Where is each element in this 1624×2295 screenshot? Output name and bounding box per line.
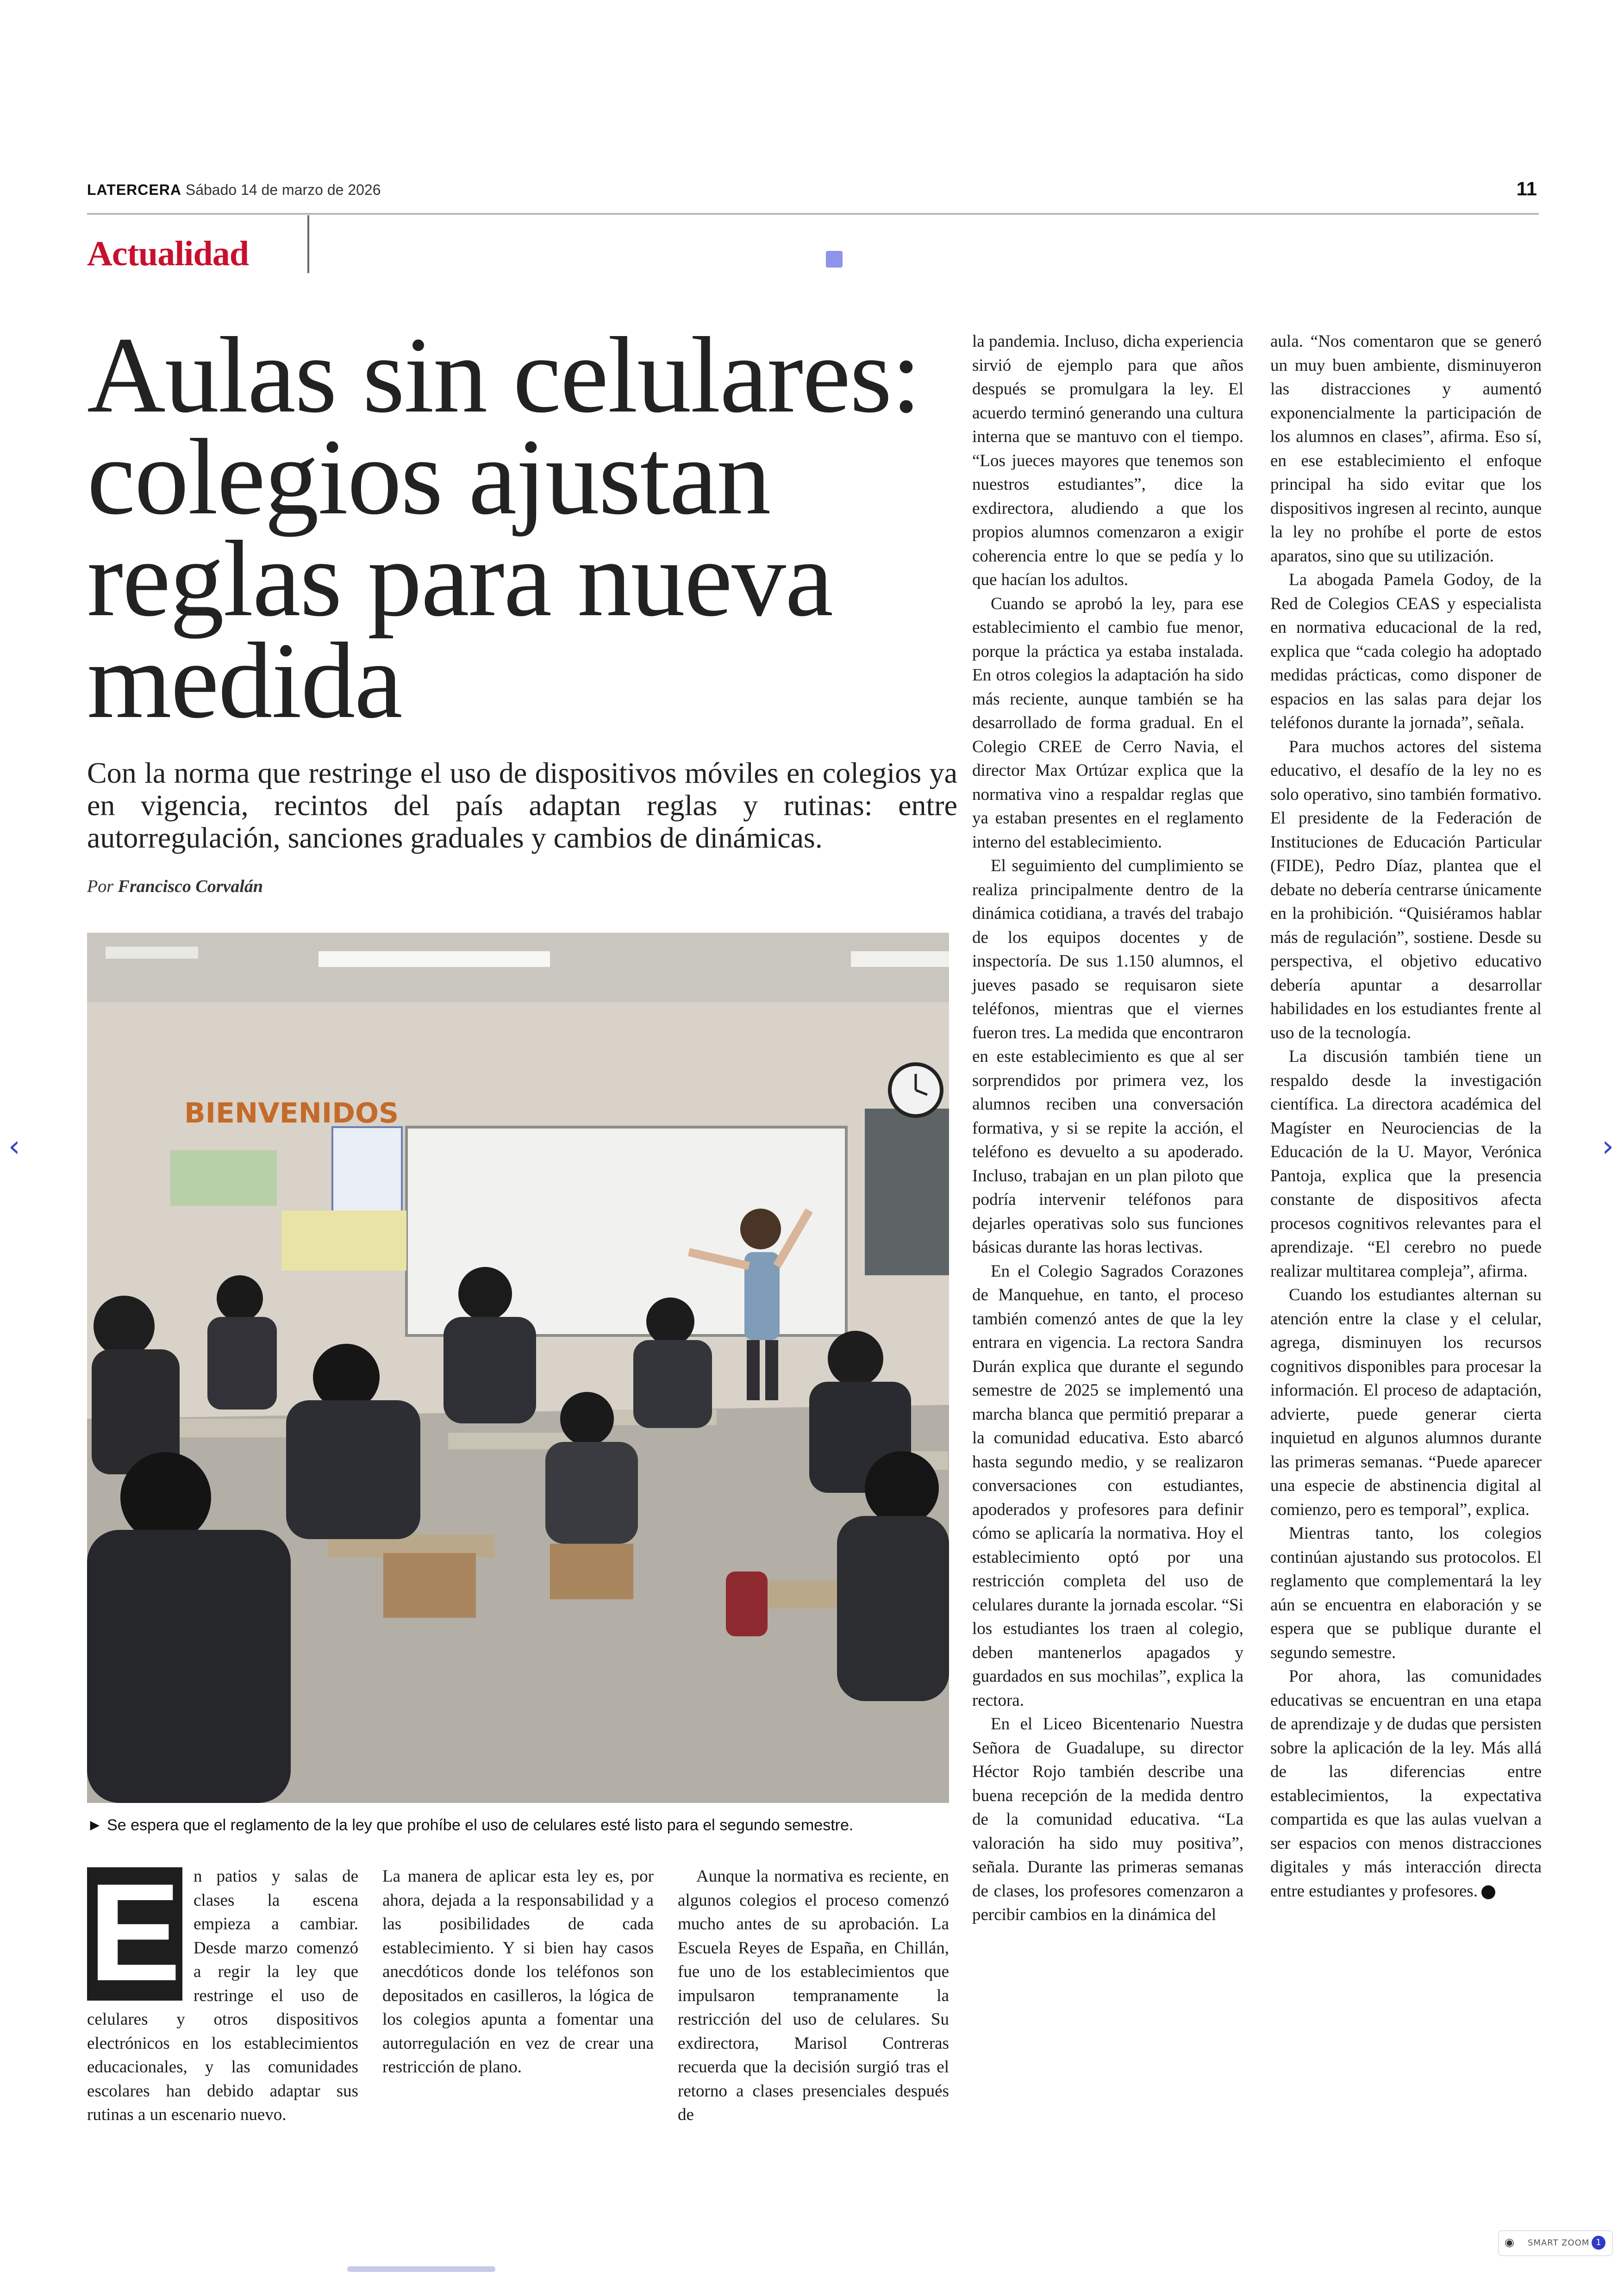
issue-date: Sábado 14 de marzo de 2026 — [185, 181, 381, 198]
section-divider — [307, 215, 309, 273]
header-divider — [87, 213, 1539, 215]
body-paragraph: la pandemia. Incluso, dicha experiencia sirvió de ejemplo para que años después se promulgara la ley. El acuerdo terminó generando una cultura interna que se mantuvo con el tiempo. “Los jueces mayores que tenemos son nuestros estudiantes”, dice la exdirectora, aludiendo a que los propios alumnos comenzaron a exigir coherencia entre lo que se pedía y lo que hacían los adultos. — [972, 332, 1243, 589]
body-paragraph: Cuando los estudiantes alternan su atención entre la clase y el celular, agrega, disminuyen los recursos cognitivos disponibles para procesar la información. El proceso de adaptación, advierte, puede generar cierta inquietud en algunos alumnos durante las primeras semanas. “Puede aparecer una especie de abstinencia digital al comienzo, pero es temporal”, explica. — [1270, 1285, 1542, 1519]
body-column-5 — [1270, 330, 1542, 1903]
byline-author: Francisco Corvalán — [118, 877, 263, 896]
next-page-button[interactable] — [1602, 1129, 1614, 1164]
chevron-right-icon: › — [1602, 1129, 1614, 1164]
body-column-2 — [382, 1865, 654, 2079]
end-of-article-icon — [1481, 1885, 1495, 1899]
article-dek: Con la norma que restringe el uso de dispositivos móviles en colegios ya en vigencia, recintos del país adaptan reglas y rutinas: entre autorregulación, sanciones graduales y cambios de dinámicas. — [87, 756, 957, 854]
page-number: 11 — [1516, 178, 1537, 200]
smart-zoom-badge: 1 — [1592, 2236, 1605, 2250]
body-paragraph: La discusión también tiene un respaldo desde la investigación científica. La directora académica del Magíster en Neurociencias de la Educación de la U. Mayor, Verónica Pantoja, explica que la presencia constante de dispositivos afecta procesos cognitivos relevantes para el aprendizaje. “El cerebro no puede realizar multitarea compleja”, afirma. — [1270, 1047, 1542, 1281]
article-photo — [87, 933, 949, 1803]
body-paragraph: La manera de aplicar esta ley es, por ahora, dejada a la responsabilidad y a las posibilidades de cada establecimiento. Y si bien hay casos anecdóticos donde los teléfonos son depositados en casilleros, la lógica de los colegios apunta a fomentar una autorregulación en vez de crear una restricción de plano. — [382, 1867, 654, 2077]
body-column-3 — [678, 1865, 949, 2127]
running-header — [87, 181, 381, 199]
smart-zoom-button[interactable] — [1498, 2230, 1613, 2256]
body-paragraph: aula. “Nos comentaron que se generó un muy buen ambiente, disminuyeron las distracciones y aumentó exponencialmente la participación de los alumnos en clases”, afirma. Eso sí, en ese establecimiento el enfoque principal ha sido evitar que los dispositivos ingresen al recinto, aunque la ley no prohíbe el porte de estos aparatos, sino que su utilización. — [1270, 332, 1542, 566]
body-paragraph: Mientras tanto, los colegios continúan ajustando sus protocolos. El reglamento que complementará la ley aún se encuentra en elaboración y se espera que se publique durante el segundo semestre. — [1270, 1524, 1542, 1662]
body-paragraph: Aunque la normativa es reciente, en algunos colegios el proceso comenzó mucho antes de su aprobación. La Escuela Reyes de España, en Chillán, fue uno de los establecimientos que impulsaron tempranamente la restricción del uso de celulares. Su exdirectora, Marisol Contreras recuerda que la decisión surgió tras el retorno a clases presenciales después de — [678, 1867, 949, 2124]
welcome-banner-text: BIENVENIDOS — [184, 1097, 399, 1129]
body-paragraph: Por ahora, las comunidades educativas se encuentran en una etapa de aprendizaje y de dudas que persisten sobre la aplicación de la ley. Más allá de las diferencias entre establecimientos, la expectativa compartida es que las aulas vuelvan a ser espacios con menos distracciones digitales y más interacción directa entre estudiantes y profesores. — [1270, 1667, 1542, 1901]
annotation-marker-icon[interactable] — [826, 251, 843, 268]
body-paragraph: El seguimiento del cumplimiento se realiza principalmente dentro de la dinámica cotidiana, a través del trabajo de los equipos docentes y de inspectoría. De sus 1.150 alumnos, el jueves pasado se requisaron siete teléfonos, mientras que el viernes fueron tres. La medida que encontraron en este establecimiento es que al ser sorprendidos por primera vez, los alumnos reciben una conversación formativa, y si se repite la acción, el teléfono es devuelto a su apoderado. Incluso, trabajan en un plan piloto que podría intervenir teléfonos para dejarles operativas solo sus funciones básicas durante las horas lectivas. — [972, 856, 1243, 1257]
body-column-4 — [972, 330, 1243, 1927]
photo-caption: ► Se espera que el reglamento de la ley que prohíbe el uso de celulares esté listo para el segundo semestre. — [87, 1816, 854, 1834]
byline-prefix: Por — [87, 877, 113, 896]
body-paragraph: La abogada Pamela Godoy, de la Red de Colegios CEAS y especialista en normativa educacional de la red, explica que “cada colegio ha adoptado medidas prácticas, como disponer de espacios en las salas para dejar los teléfonos durante la jornada”, señala. — [1270, 570, 1542, 732]
body-column-1 — [87, 1854, 358, 2127]
smart-zoom-label: SMART ZOOM — [1528, 2238, 1590, 2248]
body-paragraph: Cuando se aprobó la ley, para ese establecimiento el cambio fue menor, porque la práctica ya estaba instalada. En otros colegios la adaptación ha sido más reciente, aunque también se ha desarrollado de forma gradual. En el Colegio CREE de Cerro Navia, el director Max Ortúzar explica que la normativa vino a respaldar reglas que ya estaban presentes en el reglamento interno del establecimiento. — [972, 594, 1243, 852]
body-paragraph: En el Colegio Sagrados Corazones de Manquehue, en tanto, el proceso también comenzó antes de que la ley entrara en vigencia. La rectora Sandra Durán explica que durante el segundo semestre de 2025 se implementó una marcha blanca que permitió preparar a la comunidad educativa. Esto abarcó hasta segundo medio, y se realizaron conversaciones con estudiantes, apoderados y profesores para definir cómo se aplicaría la normativa. Hoy el establecimiento optó por una restricción completa del uso de celulares durante la jornada escolar. “Si los estudiantes los traen al colegio, deben mantenerlos apagados y guardados en sus mochilas”, explica la rectora. — [972, 1261, 1243, 1710]
prev-page-button[interactable] — [8, 1129, 20, 1164]
newspaper-brand: LATERCERA — [87, 181, 181, 198]
body-paragraph: En el Liceo Bicentenario Nuestra Señora de Guadalupe, su director Héctor Rojo también describe una buena recepción de la medida dentro de la comunidad educativa. “La valoración ha sido muy positiva”, señala. Durante las primeras semanas de clases, los profesores comenzaron a percibir cambios en la dinámica del — [972, 1715, 1243, 1924]
body-paragraph: n patios y salas de clases la escena empieza a cambiar. Desde marzo comenzó a regir la ley que restringe el uso de celulares y otros dispositivos electrónicos en los establecimientos educacionales, y las comunidades escolares han debido adaptar sus rutinas a un escenario nuevo. — [87, 1867, 358, 2124]
section-label: Actualidad — [87, 234, 249, 273]
article-headline: Aulas sin celulares: colegios ajustan reglas para nueva medida — [87, 315, 921, 741]
body-paragraph: Para muchos actores del sistema educativo, el desafío de la ley no es solo operativo, sino también formativo. El presidente de la Federación de Instituciones de Educación Particular (FIDE), Pedro Díaz, plantea que el debate no debería centrarse únicamente en la prohibición. “Quisiéramos hablar más de regulación”, sostiene. Desde su perspectiva, el objetivo educativo debería apuntar a desarrollar habilidades en los estudiantes frente al uso de la tecnología. — [1270, 737, 1542, 1042]
horizontal-scrollbar[interactable] — [347, 2266, 495, 2272]
byline — [87, 876, 263, 897]
chevron-left-icon: ‹ — [8, 1129, 20, 1164]
eye-icon: ◉ — [1505, 2236, 1514, 2249]
drop-cap: E — [87, 1867, 182, 2001]
